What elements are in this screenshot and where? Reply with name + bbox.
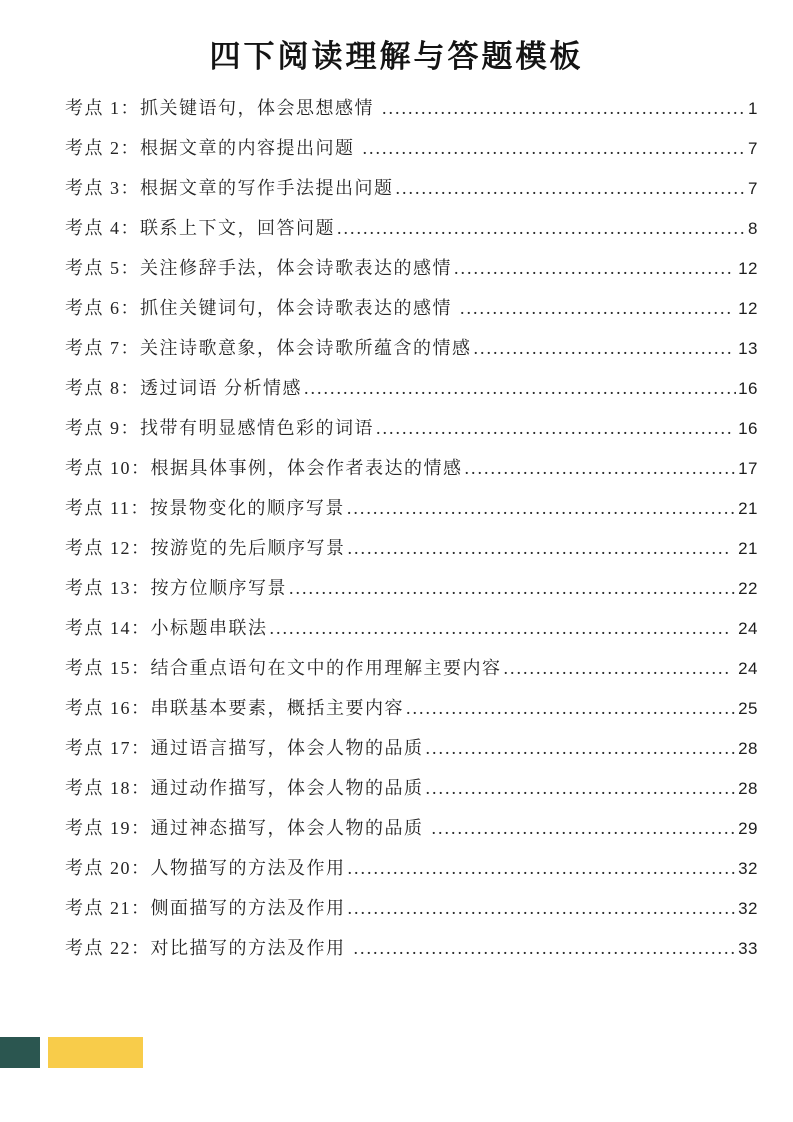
toc-dot-leader xyxy=(337,208,746,248)
toc-item[interactable] xyxy=(65,928,758,968)
toc-item[interactable] xyxy=(65,488,758,528)
toc-page-number: 33 xyxy=(738,939,758,958)
toc-dot-leader xyxy=(363,128,747,168)
toc-item-label: 考点 18：通过动作描写，体会人物的品质 xyxy=(65,778,424,798)
toc-item[interactable] xyxy=(65,848,758,888)
toc-dot-leader xyxy=(348,888,737,928)
teal-block-decoration xyxy=(0,1037,40,1068)
toc-page-number: 25 xyxy=(738,699,758,718)
toc-page-number: 1 xyxy=(748,99,758,118)
table-of-contents xyxy=(65,88,758,968)
toc-item[interactable] xyxy=(65,208,758,248)
toc-item-label: 考点 4：联系上下文，回答问题 xyxy=(65,218,335,238)
toc-item-label: 考点 1：抓关键语句，体会思想感情 xyxy=(65,98,380,118)
toc-item-label: 考点 16：串联基本要素，概括主要内容 xyxy=(65,698,404,718)
toc-item[interactable] xyxy=(65,728,758,768)
toc-page-number: 24 xyxy=(732,659,758,678)
toc-item[interactable] xyxy=(65,808,758,848)
toc-item-label: 考点 20：人物描写的方法及作用 xyxy=(65,858,346,878)
toc-item[interactable] xyxy=(65,648,758,688)
toc-item-label: 考点 17：通过语言描写，体会人物的品质 xyxy=(65,738,424,758)
toc-item[interactable] xyxy=(65,568,758,608)
toc-item[interactable] xyxy=(65,408,758,448)
toc-page-number: 32 xyxy=(738,899,758,918)
toc-item[interactable] xyxy=(65,768,758,808)
toc-page-number: 21 xyxy=(732,539,758,558)
toc-item-label: 考点 19：通过神态描写，体会人物的品质 xyxy=(65,818,430,838)
toc-page-number: 17 xyxy=(738,459,758,478)
toc-item-label: 考点 8：透过词语 分析情感 xyxy=(65,378,302,398)
toc-item-label: 考点 9：找带有明显感情色彩的词语 xyxy=(65,418,374,438)
toc-dot-leader xyxy=(426,728,737,768)
toc-page-number: 28 xyxy=(738,779,758,798)
toc-dot-leader xyxy=(465,448,737,488)
toc-page-number: 28 xyxy=(738,739,758,758)
toc-page-number: 21 xyxy=(738,499,758,518)
toc-page-number: 24 xyxy=(732,619,758,638)
toc-item[interactable] xyxy=(65,528,758,568)
toc-item-label: 考点 21：侧面描写的方法及作用 xyxy=(65,898,346,918)
toc-dot-leader xyxy=(348,528,731,568)
toc-page-number: 13 xyxy=(732,339,758,358)
toc-page-number: 32 xyxy=(738,859,758,878)
toc-item[interactable] xyxy=(65,88,758,128)
toc-item[interactable] xyxy=(65,688,758,728)
toc-item[interactable] xyxy=(65,248,758,288)
toc-item-label: 考点 3：根据文章的写作手法提出问题 xyxy=(65,178,394,198)
toc-page-number: 22 xyxy=(738,579,758,598)
toc-dot-leader xyxy=(270,608,731,648)
toc-dot-leader xyxy=(304,368,736,408)
toc-item-label: 考点 14：小标题串联法 xyxy=(65,618,268,638)
toc-item-label: 考点 13：按方位顺序写景 xyxy=(65,578,287,598)
toc-dot-leader xyxy=(382,88,746,128)
toc-dot-leader xyxy=(454,248,731,288)
toc-dot-leader xyxy=(396,168,747,208)
yellow-block-decoration xyxy=(48,1037,143,1068)
toc-item[interactable] xyxy=(65,888,758,928)
toc-page-number: 16 xyxy=(738,379,758,398)
toc-item[interactable] xyxy=(65,128,758,168)
toc-dot-leader xyxy=(432,808,737,848)
toc-dot-leader xyxy=(376,408,731,448)
toc-item-label: 考点 15：结合重点语句在文中的作用理解主要内容 xyxy=(65,658,502,678)
toc-dot-leader xyxy=(460,288,731,328)
toc-item-label: 考点 22：对比描写的方法及作用 xyxy=(65,938,352,958)
toc-item[interactable] xyxy=(65,368,758,408)
toc-dot-leader xyxy=(504,648,731,688)
toc-item-label: 考点 6：抓住关键词句，体会诗歌表达的感情 xyxy=(65,298,458,318)
toc-page-number: 7 xyxy=(748,179,758,198)
toc-item[interactable] xyxy=(65,448,758,488)
toc-item-label: 考点 5：关注修辞手法，体会诗歌表达的感情 xyxy=(65,258,452,278)
toc-item[interactable] xyxy=(65,328,758,368)
toc-item[interactable] xyxy=(65,168,758,208)
toc-dot-leader xyxy=(406,688,736,728)
toc-page-number: 12 xyxy=(732,299,758,318)
toc-item-label: 考点 7：关注诗歌意象，体会诗歌所蕴含的情感 xyxy=(65,338,472,358)
toc-dot-leader xyxy=(348,848,737,888)
toc-dot-leader xyxy=(354,928,737,968)
page-title: 四下阅读理解与答题模板 xyxy=(209,39,584,74)
toc-item[interactable] xyxy=(65,288,758,328)
toc-dot-leader xyxy=(426,768,737,808)
toc-dot-leader xyxy=(289,568,736,608)
toc-item-label: 考点 12：按游览的先后顺序写景 xyxy=(65,538,346,558)
toc-item-label: 考点 2：根据文章的内容提出问题 xyxy=(65,138,361,158)
toc-dot-leader xyxy=(347,488,736,528)
toc-dot-leader xyxy=(474,328,731,368)
toc-page-number: 8 xyxy=(748,219,758,238)
toc-item-label: 考点 11：按景物变化的顺序写景 xyxy=(65,498,345,518)
toc-item-label: 考点 10：根据具体事例，体会作者表达的情感 xyxy=(65,458,463,478)
toc-page-number: 7 xyxy=(748,139,758,158)
toc-page-number: 16 xyxy=(732,419,758,438)
toc-page-number: 29 xyxy=(738,819,758,838)
toc-item[interactable] xyxy=(65,608,758,648)
toc-page-number: 12 xyxy=(732,259,758,278)
